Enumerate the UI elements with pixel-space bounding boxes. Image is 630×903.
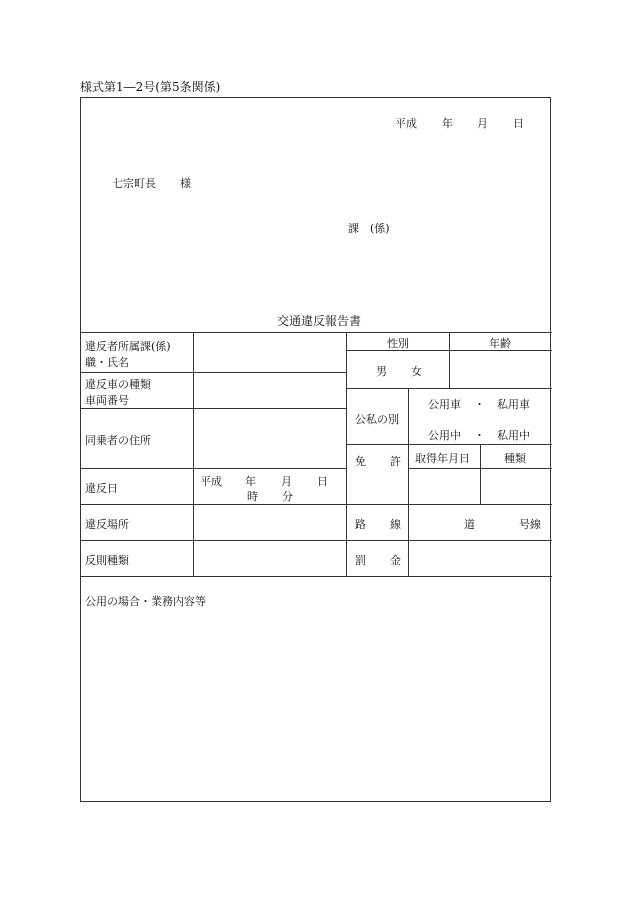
addressee-honorific: 様 <box>180 177 191 190</box>
label-acquired-date: 取得年月日 <box>415 452 470 465</box>
grid-line <box>346 332 347 576</box>
label-vehicle-type: 違反車の種類 <box>85 378 151 391</box>
label-license-1: 免 <box>355 455 366 468</box>
date-month: 月 <box>477 117 488 130</box>
department-ka: 課 <box>348 222 359 235</box>
violation-era: 平成 <box>200 475 222 488</box>
option-private-car: 私用車 <box>497 398 530 411</box>
form-number: 様式第1―2号(第5条関係) <box>80 80 221 94</box>
violation-year: 年 <box>245 475 256 488</box>
road-gosen: 号線 <box>519 518 541 531</box>
label-passenger-address: 同乗者の住所 <box>85 434 151 447</box>
grid-line <box>449 332 450 388</box>
label-violation-type: 反則種類 <box>85 554 129 567</box>
gender-female: 女 <box>411 365 422 378</box>
form-title: 交通違反報告書 <box>277 314 362 328</box>
label-road-1: 路 <box>355 518 366 531</box>
grid-line <box>346 444 552 445</box>
grid-line <box>193 332 194 576</box>
gender-male: 男 <box>376 365 387 378</box>
violation-hour: 時 <box>247 490 258 503</box>
option-public-during: 公用中 <box>428 429 461 442</box>
label-violator-name: 職・氏名 <box>85 356 129 369</box>
department-kakari: (係) <box>370 222 390 235</box>
label-vehicle-number: 車両番号 <box>85 394 129 407</box>
grid-line <box>480 444 481 504</box>
grid-line <box>408 388 409 504</box>
label-violator-dept: 違反者所属課(係) <box>85 340 171 353</box>
label-violation-date: 違反日 <box>85 482 118 495</box>
option-private-during: 私用中 <box>497 429 530 442</box>
option-public-car: 公用車 <box>428 398 461 411</box>
violation-minute: 分 <box>282 490 293 503</box>
option-dot-2: ・ <box>474 429 485 442</box>
grid-line <box>81 576 552 577</box>
grid-line <box>81 408 346 409</box>
label-official-use: 公用の場合・業務内容等 <box>85 595 206 608</box>
road-michi: 道 <box>464 518 475 531</box>
option-dot-1: ・ <box>474 398 485 411</box>
label-license-kind: 種類 <box>504 452 526 465</box>
label-fine-1: 罰 <box>355 554 366 567</box>
report-form <box>80 97 551 802</box>
label-license-2: 許 <box>390 455 401 468</box>
date-year: 年 <box>442 117 453 130</box>
label-violation-place: 違反場所 <box>85 518 129 531</box>
addressee-name: 七宗町長 <box>112 177 156 190</box>
label-fine-2: 金 <box>390 554 401 567</box>
label-gender: 性別 <box>387 337 409 350</box>
grid-line <box>346 388 552 389</box>
grid-line <box>81 540 552 541</box>
violation-day: 日 <box>317 475 328 488</box>
label-age: 年齢 <box>489 337 511 350</box>
grid-line <box>408 504 409 576</box>
date-day: 日 <box>513 117 524 130</box>
date-era: 平成 <box>395 117 417 130</box>
grid-line <box>81 504 552 505</box>
grid-line <box>81 332 552 333</box>
violation-month: 月 <box>281 475 292 488</box>
grid-line <box>81 468 346 469</box>
label-road-2: 線 <box>390 518 401 531</box>
label-public-private: 公私の別 <box>355 413 399 426</box>
grid-line <box>81 372 346 373</box>
